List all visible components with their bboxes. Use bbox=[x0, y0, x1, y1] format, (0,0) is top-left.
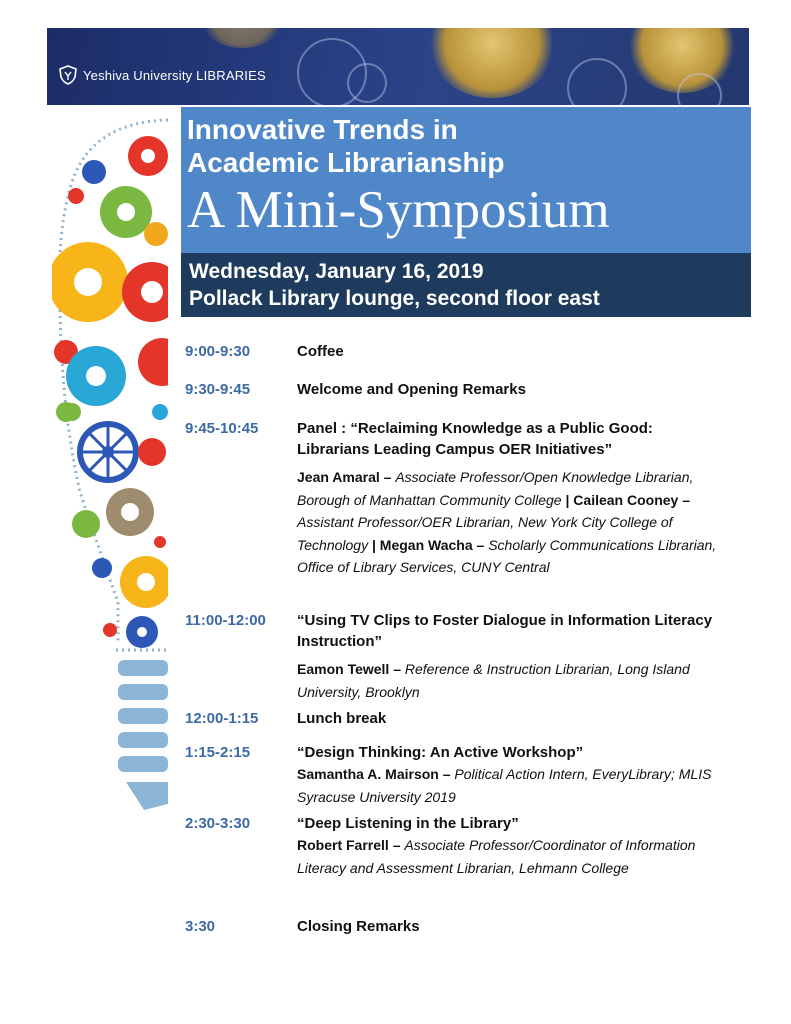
speaker-list bbox=[297, 466, 727, 579]
symposium-title: A Mini-Symposium bbox=[187, 181, 610, 239]
schedule-event: Lunch break bbox=[297, 710, 387, 727]
speaker-role: Assistant Professor/OER Librarian, New York City College of Technology bbox=[297, 514, 673, 553]
schedule-time: 9:00-9:30 bbox=[185, 343, 251, 360]
schedule-time: 9:45-10:45 bbox=[185, 420, 259, 437]
speaker-role: Political Action Intern, EveryLibrary; MLIS Syracuse University 2019 bbox=[297, 766, 712, 805]
speaker-name: Robert Farrell – bbox=[297, 837, 401, 853]
speaker-name: Jean Amaral – bbox=[297, 469, 392, 485]
separator: | bbox=[371, 536, 376, 553]
schedule-event: “Using TV Clips to Foster Dialogue in Information Literacy Instruction” bbox=[297, 612, 713, 650]
gold-ornament bbox=[427, 28, 557, 98]
title-line-1: Innovative Trends in bbox=[187, 114, 458, 145]
speaker-list bbox=[297, 763, 727, 808]
schedule-time: 12:00-1:15 bbox=[185, 710, 259, 727]
shield-icon bbox=[59, 65, 77, 85]
schedule-event: Welcome and Opening Remarks bbox=[297, 381, 526, 398]
schedule-time: 11:00-12:00 bbox=[185, 612, 266, 629]
schedule-time: 2:30-3:30 bbox=[185, 815, 251, 832]
schedule-event: Coffee bbox=[297, 343, 344, 360]
schedule-event: Panel : “Reclaiming Knowledge as a Public Good: Librarians Leading Campus OER Initiatives” bbox=[297, 420, 653, 458]
title-block bbox=[181, 107, 751, 253]
swirl-ornament bbox=[567, 58, 627, 105]
speaker-role: Scholarly Communications Librarian, Office of Library Services, CUNY Central bbox=[297, 536, 717, 575]
speaker-role: Associate Professor/Open Knowledge Librarian, Borough of Manhattan Community College bbox=[297, 469, 694, 508]
header-banner bbox=[47, 28, 749, 105]
speaker-name: Eamon Tewell – bbox=[297, 661, 401, 677]
gold-ornament bbox=[197, 28, 287, 48]
schedule-time: 3:30 bbox=[185, 918, 216, 935]
gear-icon bbox=[138, 338, 168, 386]
event-location: Pollack Library lounge, second floor east bbox=[189, 287, 600, 310]
speaker-name: Megan Wacha – bbox=[379, 536, 485, 553]
swirl-ornament bbox=[347, 63, 387, 103]
lightbulb-gears-illustration bbox=[52, 112, 168, 862]
gear-icon bbox=[144, 222, 168, 246]
logo-text: Yeshiva University LIBRARIES bbox=[83, 67, 266, 83]
speaker-name: Samantha A. Mairson – bbox=[297, 766, 451, 782]
event-date: Wednesday, January 16, 2019 bbox=[189, 260, 484, 283]
gear-icon bbox=[82, 160, 106, 184]
schedule-time: 1:15-2:15 bbox=[185, 744, 251, 761]
speaker-role: Associate Professor/Coordinator of Information Literacy and Assessment Librarian, Lehmann College bbox=[297, 837, 696, 876]
speaker-list bbox=[297, 834, 727, 879]
date-location-block bbox=[181, 253, 751, 317]
speaker-name: Cailean Cooney – bbox=[573, 491, 690, 508]
speaker-role: Reference & Instruction Librarian, Long Island University, Brooklyn bbox=[297, 661, 690, 700]
title-line-2: Academic Librarianship bbox=[187, 147, 505, 178]
library-logo[interactable] bbox=[59, 63, 266, 87]
separator: | bbox=[565, 491, 570, 508]
bulb-base bbox=[118, 660, 168, 676]
schedule-event: “Deep Listening in the Library” bbox=[297, 815, 519, 832]
schedule-time: 9:30-9:45 bbox=[185, 381, 251, 398]
schedule-event: Closing Remarks bbox=[297, 918, 420, 935]
speaker-list bbox=[297, 658, 727, 703]
schedule-event: “Design Thinking: An Active Workshop” bbox=[297, 744, 584, 761]
